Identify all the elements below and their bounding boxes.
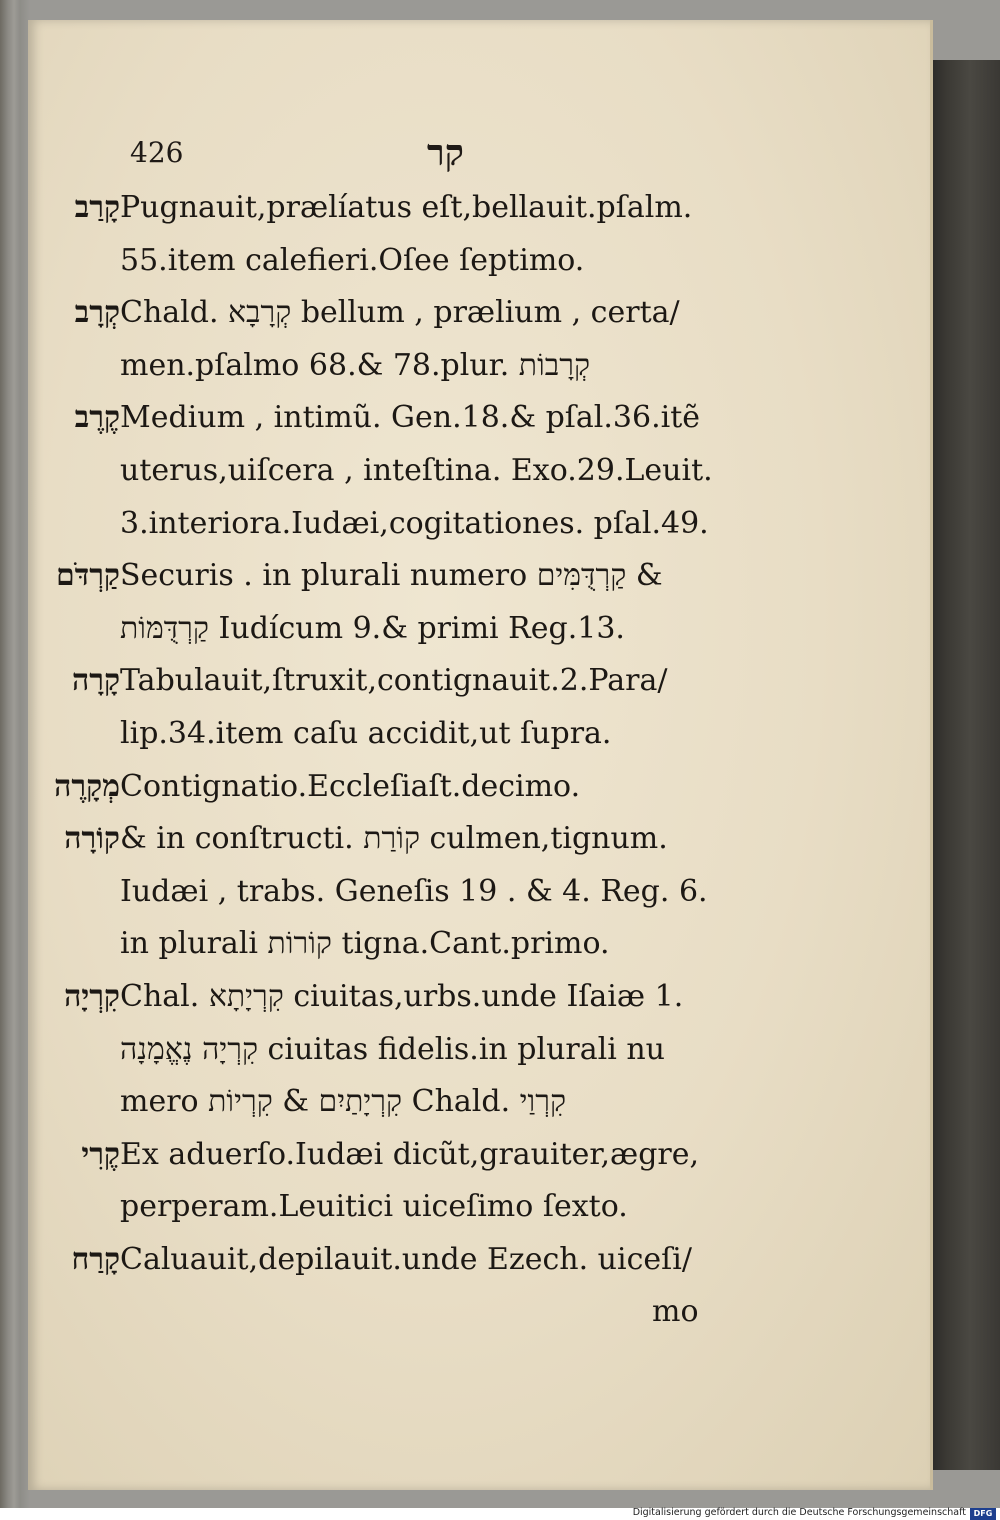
text-line (24, 550, 724, 603)
text-line (24, 498, 724, 551)
text-line (24, 1234, 724, 1287)
definition-line: Pugnauit,prælíatus eſt,bellauit.pſalm. (120, 190, 693, 225)
definition-line: & in conſtructi. קוֹרַת culmen,tignum. (120, 821, 668, 857)
definition-line: Chal. קִרְיָתָא ciuitas,urbs.unde Iſaiæ 1. (120, 978, 684, 1014)
headword: קַרְדֹּם (56, 558, 120, 594)
text-line (24, 392, 724, 445)
definition-line: men.pſalmo 68.& 78.plur. קְרָבוֹת (120, 347, 591, 383)
headword: קָרָה (71, 663, 120, 699)
text-line (24, 1286, 724, 1339)
dfg-logo: DFG (970, 1508, 996, 1520)
text-line (24, 445, 724, 498)
text-line (24, 235, 724, 288)
text-line (24, 761, 724, 814)
definition-line: Contignatio.Eccleſiaſt.decimo. (120, 768, 581, 804)
text-line (24, 1181, 724, 1234)
text-line (24, 182, 724, 235)
headword: קְרָב (74, 295, 120, 331)
definition-line: Chald. קְרָבָא bellum , prælium , certa/ (120, 295, 680, 331)
definition-line: Caluauit,depilauit.unde Ezech. uiceſi/ (120, 1241, 692, 1277)
text-line (24, 708, 724, 761)
text-line (24, 1129, 724, 1182)
text-line (24, 813, 724, 866)
running-head: קר (427, 132, 464, 174)
definition-line: קִרְיָה נֶאֱמָנָה ciuitas fidelis.in plurali nu (120, 1031, 665, 1067)
text-line (24, 287, 724, 340)
text-line (24, 655, 724, 708)
text-line (24, 603, 724, 656)
book-fore-edge (930, 60, 1000, 1470)
definition-line: Iudæi , trabs. Geneſis 19 . & 4. Reg. 6. (120, 873, 708, 909)
definition-line: Ex aduerſo.Iudæi dicũt,grauiter,ægre, (120, 1136, 700, 1172)
definition-line: קַרְדֻּמּוֹת Iudícum 9.& primi Reg.13. (120, 610, 625, 646)
headword: קוֹרָה (64, 821, 120, 857)
dictionary-text (24, 182, 724, 1339)
definition-line: in plurali קוֹרוֹת tigna.Cant.primo. (120, 926, 610, 962)
text-line (24, 1076, 724, 1129)
definition-line: mero קִרְיָתַיִם & קִרְיוֹת Chald. קִרְוַי (120, 1084, 567, 1120)
headword: קֶרִי (81, 1136, 120, 1172)
definition-line: 55.item calefieri.Oſee ſeptimo. (120, 242, 585, 278)
page-header (125, 132, 725, 176)
definition-line: Medium , intimũ. Gen.18.& pſal.36.itẽ (120, 400, 701, 436)
headword: קָרַח (71, 1241, 120, 1277)
definition-line: perperam.Leuitici uiceſimo ſexto. (120, 1189, 628, 1225)
definition-line: lip.34.item caſu accidit,ut ſupra. (120, 715, 612, 751)
catchword: mo (652, 1294, 699, 1330)
funding-credit: Digitalisierung gefördert durch die Deutsche Forschungsgemeinschaft (632, 1507, 966, 1518)
headword: קֶרֶב (74, 400, 120, 436)
headword: מְקָרֶה (54, 768, 120, 804)
digitization-footer (0, 1508, 1000, 1520)
text-line (24, 918, 724, 971)
definition-line: 3.interiora.Iudæi,cogitationes. pſal.49. (120, 505, 709, 541)
text-line (24, 866, 724, 919)
headword: קָרַב (74, 190, 120, 225)
definition-line: Securis . in plurali numero קַרְדֻּמִּים & (120, 558, 663, 594)
text-line (24, 340, 724, 393)
text-line (24, 971, 724, 1024)
text-line (24, 1024, 724, 1077)
definition-line: uterus,uiſcera , inteſtina. Exo.29.Leuit. (120, 452, 713, 488)
definition-line: Tabulauit,ſtruxit,contignauit.2.Para/ (120, 663, 668, 699)
page-number: 426 (130, 136, 184, 169)
headword: קִרְיָה (64, 978, 120, 1014)
